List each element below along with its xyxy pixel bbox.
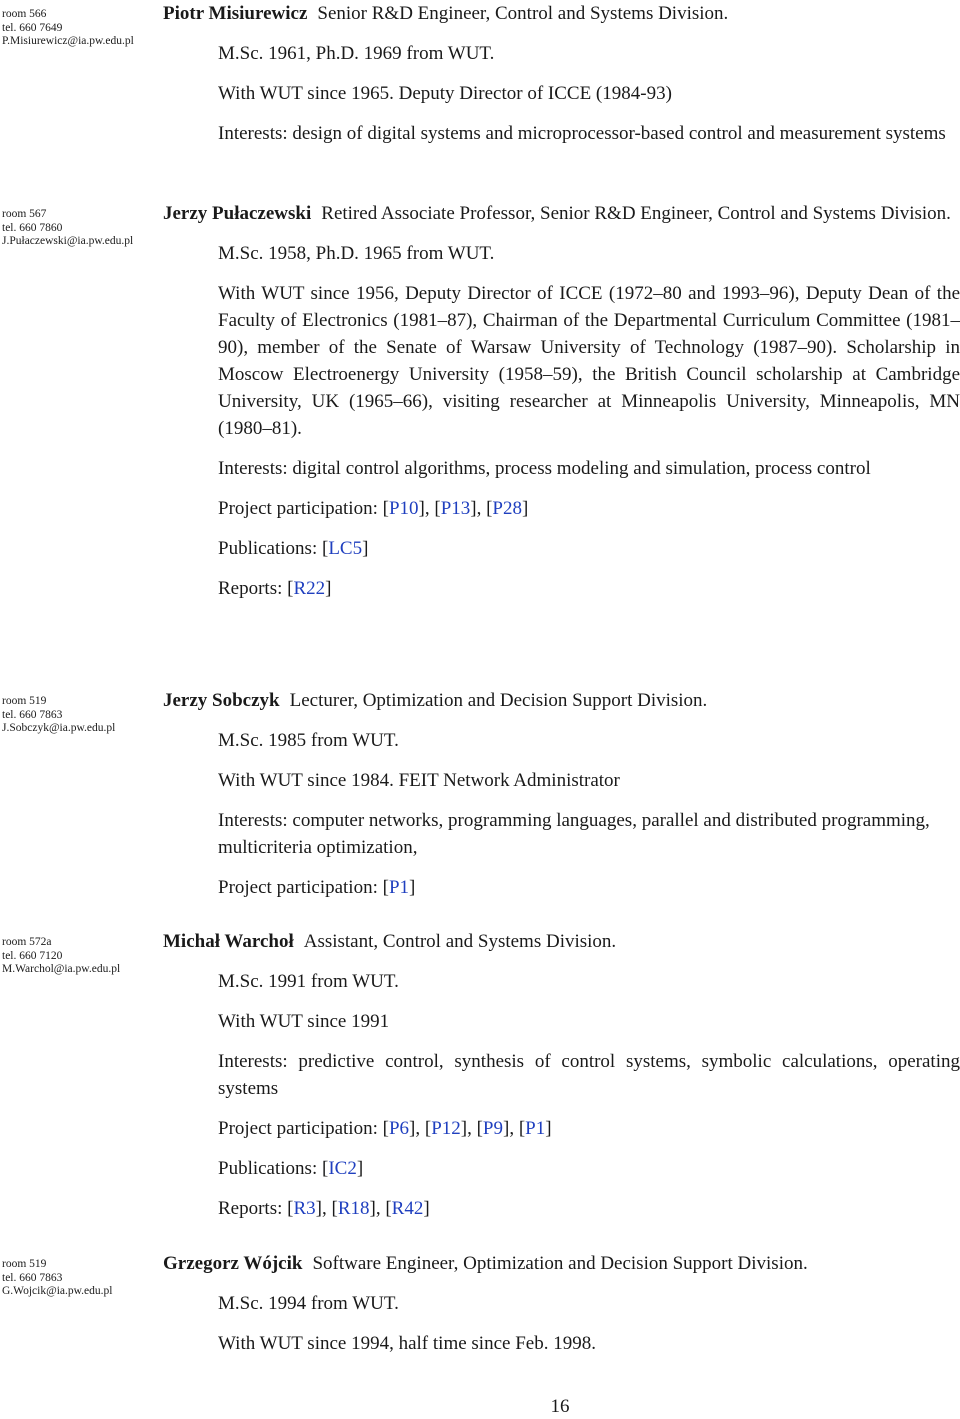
page-number: 16 bbox=[550, 1396, 570, 1417]
reports-label: Reports: bbox=[218, 578, 288, 599]
ref-link-p13[interactable]: P13 bbox=[440, 498, 471, 519]
person-name: Piotr Misiurewicz bbox=[163, 3, 308, 24]
email-address[interactable]: J.Pułaczewski@ia.pw.edu.pl bbox=[2, 235, 134, 247]
publications: Publications: [IC2] bbox=[218, 1158, 364, 1179]
ref-link-ic2[interactable]: IC2 bbox=[328, 1158, 357, 1179]
room-number: room 567 bbox=[2, 208, 47, 220]
email-address[interactable]: M.Warchol@ia.pw.edu.pl bbox=[2, 963, 121, 975]
ref-link-r18[interactable]: R18 bbox=[337, 1198, 370, 1219]
ref-link-r3[interactable]: R3 bbox=[293, 1198, 316, 1219]
contact-info bbox=[2, 8, 152, 49]
room-number: room 519 bbox=[2, 695, 47, 707]
degrees-text: M.Sc. 1991 from WUT. bbox=[218, 971, 399, 992]
entry-heading bbox=[163, 0, 960, 27]
interests-text: Interests: design of digital systems and microprocessor-based control and measurement systems bbox=[218, 123, 946, 144]
interests-text: Interests: computer networks, programming languages, parallel and distributed programming, multicriteria optimization, bbox=[218, 810, 930, 858]
email-address[interactable]: P.Misiurewicz@ia.pw.edu.pl bbox=[2, 35, 134, 47]
entry-body bbox=[163, 200, 960, 602]
ref-link-p1[interactable]: P1 bbox=[525, 1118, 546, 1139]
contact-info bbox=[2, 208, 152, 249]
project-participation: Project participation: [P6], [P12], [P9], [P1] bbox=[218, 1118, 552, 1139]
project-participation-label: Project participation: bbox=[218, 877, 383, 898]
room-number: room 572a bbox=[2, 936, 52, 948]
entry-heading bbox=[163, 1250, 960, 1277]
contact-info bbox=[2, 936, 152, 977]
entry-heading bbox=[163, 687, 960, 714]
phone-number: tel. 660 7863 bbox=[2, 1271, 63, 1284]
person-name: Jerzy Pułaczewski bbox=[163, 203, 312, 224]
position-title: Assistant, Control and Systems Division. bbox=[303, 931, 617, 952]
project-participation-label: Project participation: bbox=[218, 1118, 383, 1139]
room-number: room 519 bbox=[2, 1258, 47, 1270]
degrees-text: M.Sc. 1961, Ph.D. 1969 from WUT. bbox=[218, 43, 495, 64]
career-text: With WUT since 1991 bbox=[218, 1011, 390, 1032]
publications: Publications: [LC5] bbox=[218, 538, 369, 559]
degrees-text: M.Sc. 1985 from WUT. bbox=[218, 730, 399, 751]
email-address[interactable]: G.Wojcik@ia.pw.edu.pl bbox=[2, 1285, 113, 1297]
ref-link-p12[interactable]: P12 bbox=[431, 1118, 461, 1139]
entry-body bbox=[163, 687, 960, 901]
ref-link-r42[interactable]: R42 bbox=[391, 1198, 424, 1219]
publications-label: Publications: bbox=[218, 538, 322, 559]
entry-heading bbox=[163, 928, 960, 955]
position-title: Retired Associate Professor, Senior R&D Engineer, Control and Systems Division. bbox=[321, 203, 951, 224]
phone-number: tel. 660 7120 bbox=[2, 949, 63, 962]
ref-link-p1[interactable]: P1 bbox=[388, 877, 410, 898]
phone-number: tel. 660 7863 bbox=[2, 708, 63, 721]
room-number: room 566 bbox=[2, 8, 47, 20]
person-name: Jerzy Sobczyk bbox=[163, 690, 280, 711]
entry-body bbox=[163, 0, 960, 147]
position-title: Software Engineer, Optimization and Decision Support Division. bbox=[312, 1253, 808, 1274]
phone-number: tel. 660 7649 bbox=[2, 21, 63, 34]
career-text: With WUT since 1965. Deputy Director of ICCE (1984-93) bbox=[218, 83, 672, 104]
person-name: Michał Warchoł bbox=[163, 931, 294, 952]
position-title: Lecturer, Optimization and Decision Support Division. bbox=[289, 690, 708, 711]
career-text: With WUT since 1956, Deputy Director of ICCE (1972–80 and 1993–96), Deputy Dean of the Faculty of Electronics (1981–87), Chairman of the Departmental Curriculum Committee (1981–90), member of the Senate of Warsaw University of Technology (1987–90). Scholarship in Moscow Electroenergy University (1958–59), the British Council scholarship at Cambridge University, UK (1965–66), visiting researcher at Minneapolis University, Minneapolis, MN (1980–81). bbox=[218, 283, 960, 439]
contact-info bbox=[2, 695, 152, 736]
publications-label: Publications: bbox=[218, 1158, 322, 1179]
contact-info bbox=[2, 1258, 152, 1299]
degrees-text: M.Sc. 1958, Ph.D. 1965 from WUT. bbox=[218, 243, 495, 264]
career-text: With WUT since 1994, half time since Feb. 1998. bbox=[218, 1333, 596, 1354]
reports: Reports: [R22] bbox=[218, 578, 332, 599]
entry-body bbox=[163, 1250, 960, 1357]
ref-link-p9[interactable]: P9 bbox=[482, 1118, 503, 1139]
email-address[interactable]: J.Sobczyk@ia.pw.edu.pl bbox=[2, 722, 116, 734]
entry-heading bbox=[163, 200, 960, 227]
project-participation: Project participation: [P10], [P13], [P28] bbox=[218, 498, 529, 519]
reports-label: Reports: bbox=[218, 1198, 288, 1219]
ref-link-p28[interactable]: P28 bbox=[492, 498, 522, 519]
ref-link-p10[interactable]: P10 bbox=[388, 498, 419, 519]
ref-link-p6[interactable]: P6 bbox=[388, 1118, 410, 1139]
entry-body bbox=[163, 928, 960, 1222]
phone-number: tel. 660 7860 bbox=[2, 221, 63, 234]
ref-link-lc5[interactable]: LC5 bbox=[328, 538, 363, 559]
interests-text: Interests: predictive control, synthesis of control systems, symbolic calculations, operating systems bbox=[218, 1051, 960, 1099]
position-title: Senior R&D Engineer, Control and Systems Division. bbox=[317, 3, 729, 24]
reports: Reports: [R3], [R18], [R42] bbox=[218, 1198, 430, 1219]
career-text: With WUT since 1984. FEIT Network Administrator bbox=[218, 770, 620, 791]
project-participation-label: Project participation: bbox=[218, 498, 383, 519]
project-participation: Project participation: [P1] bbox=[218, 877, 416, 898]
person-name: Grzegorz Wójcik bbox=[163, 1253, 303, 1274]
interests-text: Interests: digital control algorithms, process modeling and simulation, process control bbox=[218, 458, 871, 479]
degrees-text: M.Sc. 1994 from WUT. bbox=[218, 1293, 399, 1314]
ref-link-r22[interactable]: R22 bbox=[293, 578, 326, 599]
